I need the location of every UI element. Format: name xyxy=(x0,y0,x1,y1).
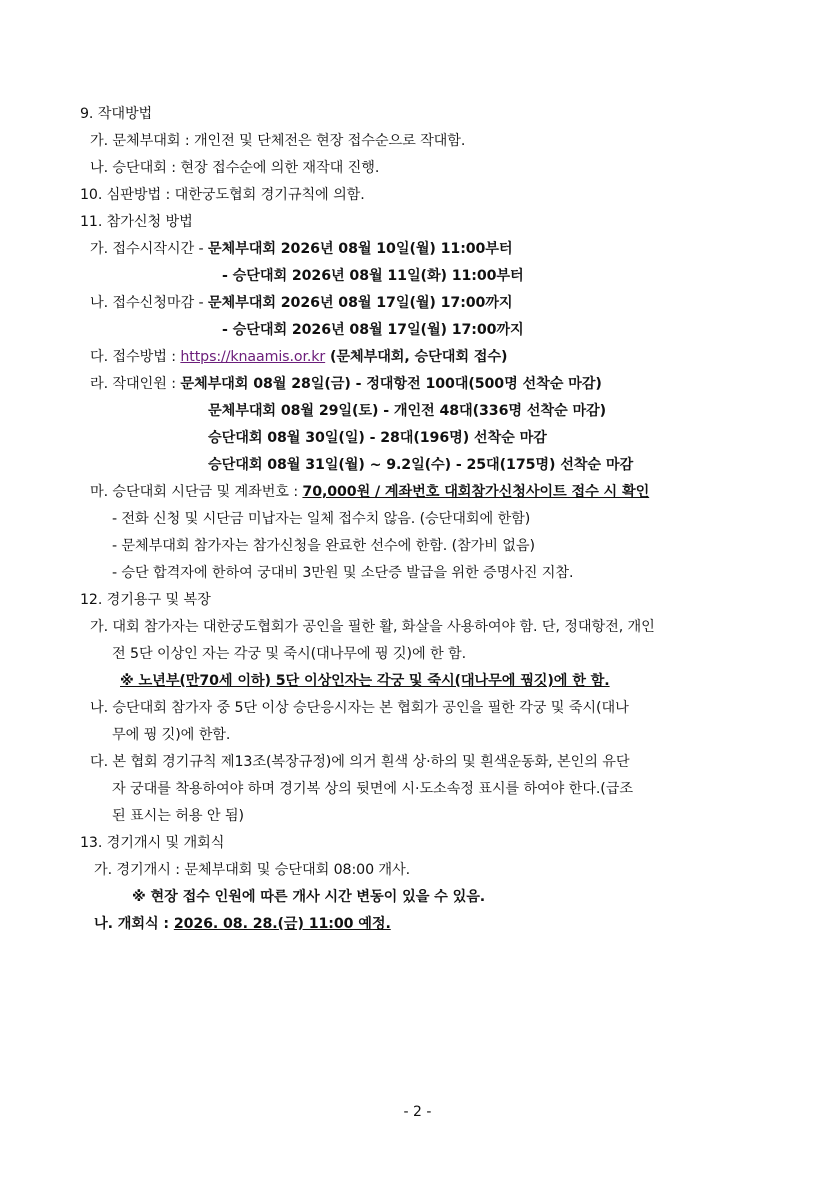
start-time-seungdan: - 승단대회 2026년 08월 11일(화) 11:00부터 xyxy=(222,268,524,284)
section-12-senior-note: ※ 노년부(만70세 이하) 5단 이상인자는 각궁 및 죽시(대나무에 꿩깃)에 한 함. xyxy=(120,673,610,689)
fee-account-info: 70,000원 / 계좌번호 대회참가신청사이트 접수 시 확인 xyxy=(302,484,650,500)
item-label: 나. 접수신청마감 - xyxy=(90,295,208,311)
section-13-title: 13. 경기개시 및 개회식 xyxy=(80,835,225,851)
section-11-item-ra xyxy=(90,374,602,394)
section-12-item-da-line-3: 된 표시는 허용 안 됨) xyxy=(112,808,244,824)
item-label: 라. 작대인원 : xyxy=(90,376,181,392)
quota-line-2: 문체부대회 08월 29일(토) - 개인전 48대(336명 선착순 마감) xyxy=(208,403,607,419)
section-9-title: 9. 작대방법 xyxy=(80,106,153,122)
section-12-item-na-line-2: 무에 꿩 깃)에 한함. xyxy=(112,727,231,743)
section-12-title: 12. 경기용구 및 복장 xyxy=(80,592,211,608)
section-11-item-ga xyxy=(90,239,513,259)
section-13-note: ※ 현장 접수 인원에 따른 개사 시간 변동이 있을 수 있음. xyxy=(132,889,486,905)
note-line-3: - 승단 합격자에 한하여 궁대비 3만원 및 소단증 발급을 위한 증명사진 지참. xyxy=(112,565,574,581)
section-11-item-ma xyxy=(90,482,649,502)
quota-line-4: 승단대회 08월 31일(월) ~ 9.2일(수) - 25대(175명) 선착순 마감 xyxy=(208,457,634,473)
section-12-item-na-line-1: 나. 승단대회 참가자 중 5단 이상 승단응시자는 본 협회가 공인을 필한 각궁 및 죽시(대나 xyxy=(90,700,629,716)
section-9-item-ga: 가. 문체부대회 : 개인전 및 단체전은 현장 접수순으로 작대함. xyxy=(90,133,466,149)
section-11-item-na xyxy=(90,293,513,313)
opening-ceremony-time: 2026. 08. 28.(금) 11:00 예정. xyxy=(173,916,391,932)
item-label: 나. 개회식 : xyxy=(94,916,174,932)
section-12-item-da-line-1: 다. 본 협회 경기규칙 제13조(복장규정)에 의거 흰색 상·하의 및 흰색운동화, 본인의 유단 xyxy=(90,754,630,770)
note-line-2: - 문체부대회 참가자는 참가신청을 완료한 선수에 한함. (참가비 없음) xyxy=(112,538,535,554)
quota-line-3: 승단대회 08월 30일(일) - 28대(196명) 선착순 마감 xyxy=(208,430,547,446)
note-line-1: - 전화 신청 및 시단금 미납자는 일체 접수치 않음. (승단대회에 한함) xyxy=(112,511,531,527)
item-label: 다. 접수방법 : xyxy=(90,349,181,365)
registration-link[interactable]: https://knaamis.or.kr xyxy=(180,349,326,365)
page-number: - 2 - xyxy=(403,1104,432,1120)
quota-line-1: 문체부대회 08월 28일(금) - 정대항전 100대(500명 선착순 마감) xyxy=(180,376,602,392)
registration-note: (문체부대회, 승단대회 접수) xyxy=(325,349,508,365)
item-label: 마. 승단대회 시단금 및 계좌번호 : xyxy=(90,484,303,500)
section-12-item-da-line-2: 자 궁대를 착용하여야 하며 경기복 상의 뒷면에 시·도소속정 표시를 하여야 한다.(급조 xyxy=(112,781,633,797)
section-12-item-ga-line-1: 가. 대회 참가자는 대한궁도협회가 공인을 필한 활, 화살을 사용하여야 함. 단, 정대항전, 개인 xyxy=(90,619,655,635)
deadline-seungdan: - 승단대회 2026년 08월 17일(월) 17:00까지 xyxy=(222,322,524,338)
section-9-item-na: 나. 승단대회 : 현장 접수순에 의한 재작대 진행. xyxy=(90,160,380,176)
section-11-item-da xyxy=(90,347,507,367)
section-11-title: 11. 참가신청 방법 xyxy=(80,214,193,230)
section-13-item-ga: 가. 경기개시 : 문체부대회 및 승단대회 08:00 개사. xyxy=(94,862,411,878)
section-12-item-ga-line-2: 전 5단 이상인 자는 각궁 및 죽시(대나무에 꿩 깃)에 한 함. xyxy=(112,646,467,662)
deadline-munche: 문체부대회 2026년 08월 17일(월) 17:00까지 xyxy=(207,295,513,311)
section-13-item-na xyxy=(94,914,391,934)
start-time-munche: 문체부대회 2026년 08월 10일(월) 11:00부터 xyxy=(207,241,513,257)
section-10-title: 10. 심판방법 : 대한궁도협회 경기규칙에 의함. xyxy=(80,187,365,203)
item-label: 가. 접수시작시간 - xyxy=(90,241,208,257)
